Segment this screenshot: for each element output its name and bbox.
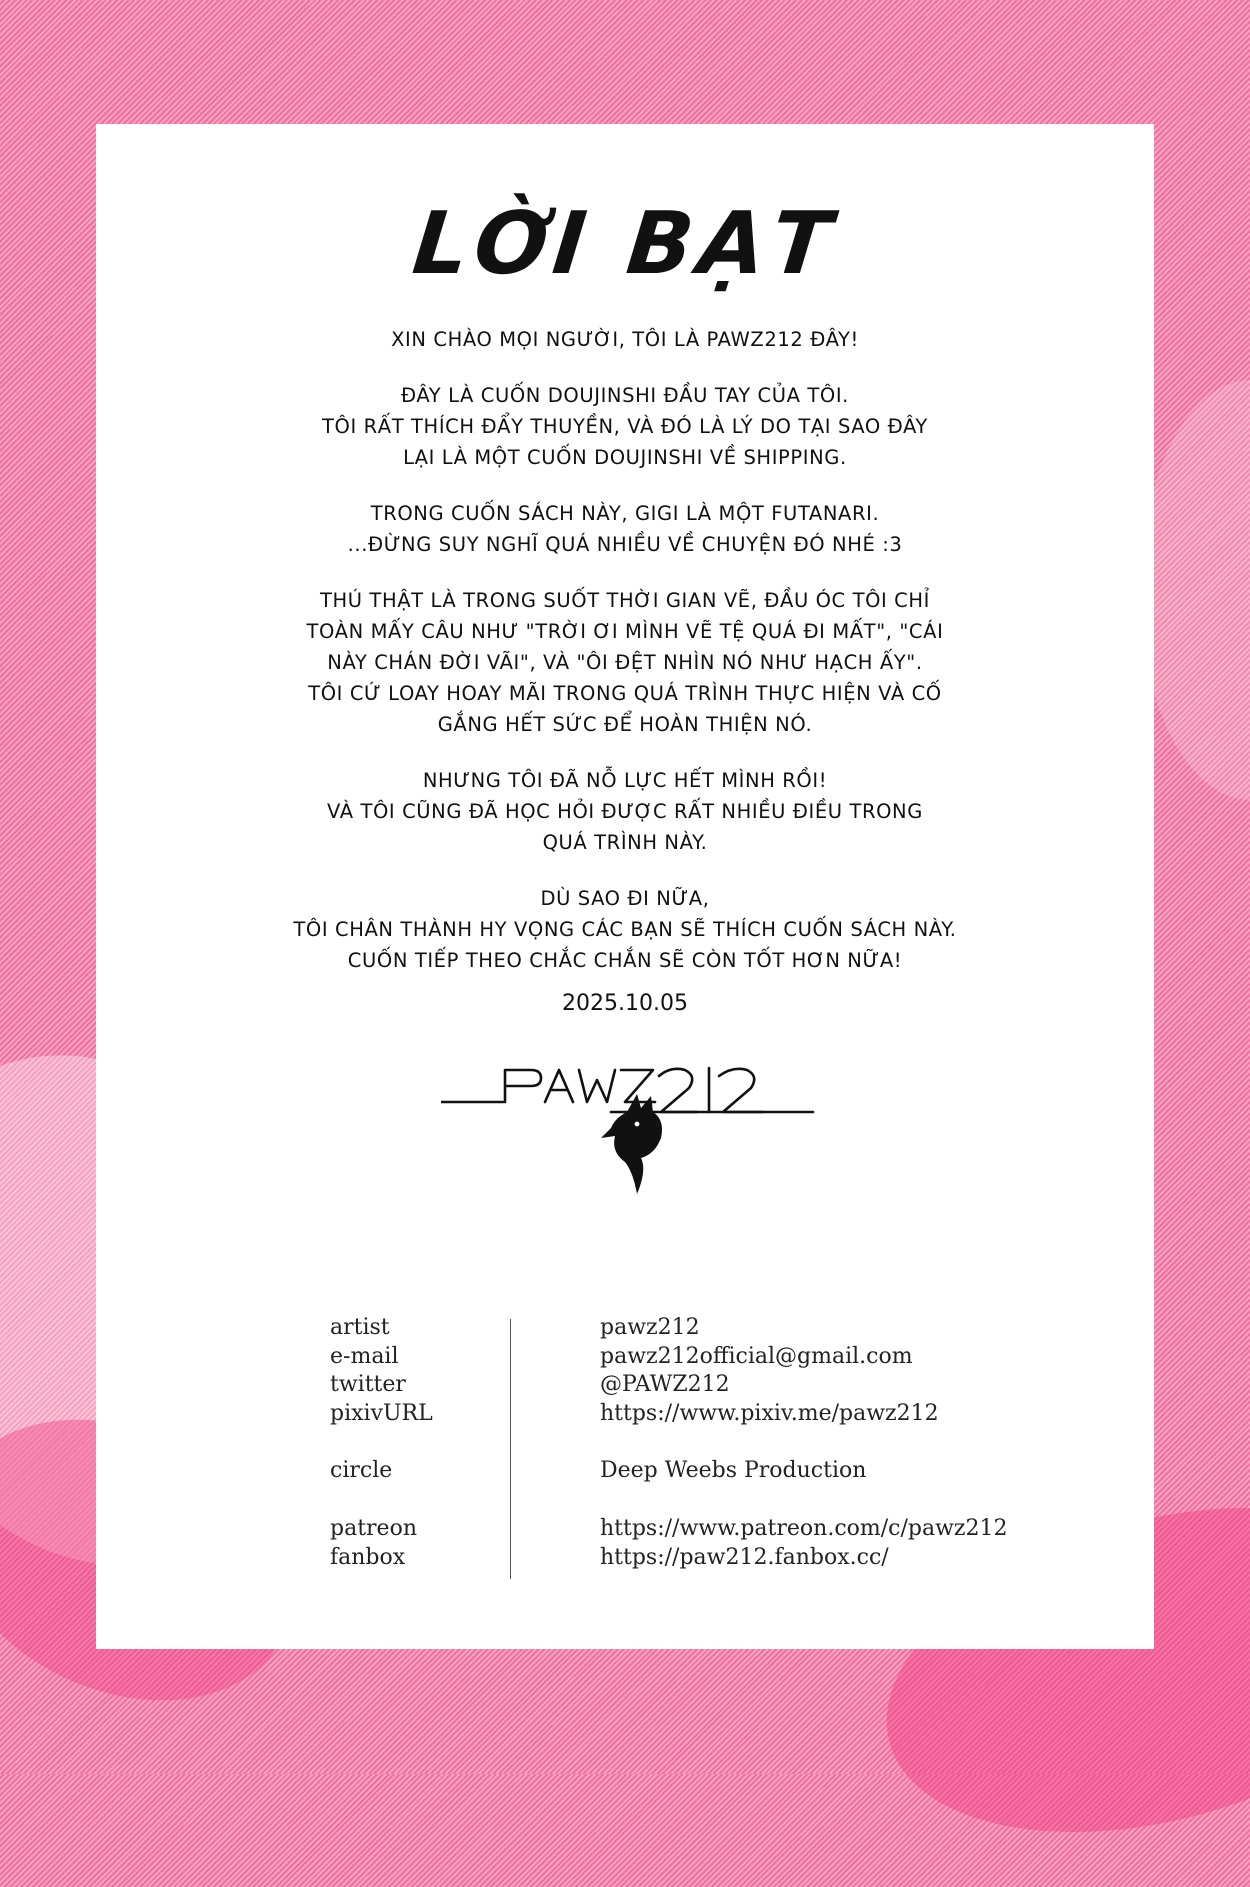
text-line: XIN CHÀO MỌI NGƯỜI, TÔI LÀ PAWZ212 ĐÂY! (391, 328, 859, 351)
paragraph (156, 324, 1094, 355)
text-line: THÚ THẬT LÀ TRONG SUỐT THỜI GIAN VẼ, ĐẦU ÓC TÔI CHỈ (319, 589, 931, 612)
credit-row (330, 1515, 1090, 1544)
text-line: TRONG CUỐN SÁCH NÀY, GIGI LÀ MỘT FUTANARI. (370, 502, 880, 525)
text-line: TÔI CHÂN THÀNH HY VỌNG CÁC BẠN SẼ THÍCH CUỐN SÁCH NÀY. (293, 918, 957, 941)
text-line: TÔI RẤT THÍCH ĐẨY THUYỀN, VÀ ĐÓ LÀ LÝ DO TẠI SAO ĐÂY (322, 415, 928, 438)
credit-key: pixivURL (330, 1400, 433, 1426)
text-line: TÔI CỨ LOAY HOAY MÃI TRONG QUÁ TRÌNH THỰC HIỆN VÀ CỐ (308, 682, 942, 705)
page-title: LỜI BẠT (408, 194, 842, 294)
logo-lettering (441, 1068, 813, 1112)
credit-key: artist (330, 1315, 390, 1340)
credit-value: pawz212official@gmail.com (600, 1343, 913, 1369)
credit-row (330, 1400, 1090, 1429)
credit-row (330, 1314, 1090, 1343)
paragraph (156, 380, 1094, 473)
credit-row (330, 1371, 1090, 1400)
text-line: CUỐN TIẾP THEO CHẮC CHẮN SẼ CÒN TỐT HƠN NỮA! (347, 949, 903, 972)
text-line: DÙ SAO ĐI NỮA, (540, 887, 710, 910)
text-line: LẠI LÀ MỘT CUỐN DOUJINSHI VỀ SHIPPING. (403, 446, 847, 469)
credit-row (330, 1544, 1090, 1573)
wolf-head-icon (601, 1094, 662, 1194)
afterword-panel (96, 124, 1154, 1649)
afterword-body (156, 324, 1094, 1001)
text-line: QUÁ TRÌNH NÀY. (542, 831, 708, 854)
text-line: TOÀN MẤY CÂU NHƯ "TRỜI ƠI MÌNH VẼ TỆ QUÁ ĐI MẤT", "CÁI (306, 620, 944, 643)
credit-value: pawz212 (600, 1315, 700, 1340)
text-line: NHƯNG TÔI ĐÃ NỖ LỰC HẾT MÌNH RỒI! (422, 769, 828, 792)
credit-value: https://paw212.fanbox.cc/ (600, 1544, 889, 1570)
text-line: ĐÂY LÀ CUỐN DOUJINSHI ĐẦU TAY CỦA TÔI. (401, 384, 849, 407)
credit-value: Deep Weebs Production (600, 1458, 867, 1484)
text-line: ...ĐỪNG SUY NGHĨ QUÁ NHIỀU VỀ CHUYỆN ĐÓ NHÉ :3 (347, 533, 903, 556)
credit-row (330, 1457, 1090, 1486)
credits-table (330, 1314, 1090, 1572)
credit-value: https://www.pixiv.me/pawz212 (600, 1400, 939, 1426)
credit-value: https://www.patreon.com/c/pawz212 (600, 1515, 1008, 1541)
text-line: GẮNG HẾT SỨC ĐỂ HOÀN THIỆN NÓ. (437, 713, 813, 736)
credit-key: e-mail (330, 1343, 399, 1369)
paragraph (156, 765, 1094, 858)
credit-row (330, 1343, 1090, 1372)
credit-key: fanbox (330, 1544, 406, 1570)
paragraph (156, 883, 1094, 976)
credit-key: twitter (330, 1372, 406, 1398)
date-label: 2025.10.05 (562, 991, 688, 1016)
paragraph (156, 585, 1094, 740)
text-line: NÀY CHÁN ĐỜI VÃI", VÀ "ÔI ĐỆT NHÌN NÓ NHƯ HẠCH ẤY". (327, 651, 923, 674)
credit-key: patreon (330, 1515, 417, 1541)
credit-value: @PAWZ212 (600, 1372, 730, 1398)
pawz212-logo (441, 1054, 821, 1204)
text-line: VÀ TÔI CŨNG ĐÃ HỌC HỎI ĐƯỢC RẤT NHIỀU ĐIỀU TRONG (327, 800, 923, 823)
credit-key: circle (330, 1458, 393, 1484)
background-shape (1140, 380, 1250, 800)
paragraph (156, 498, 1094, 560)
